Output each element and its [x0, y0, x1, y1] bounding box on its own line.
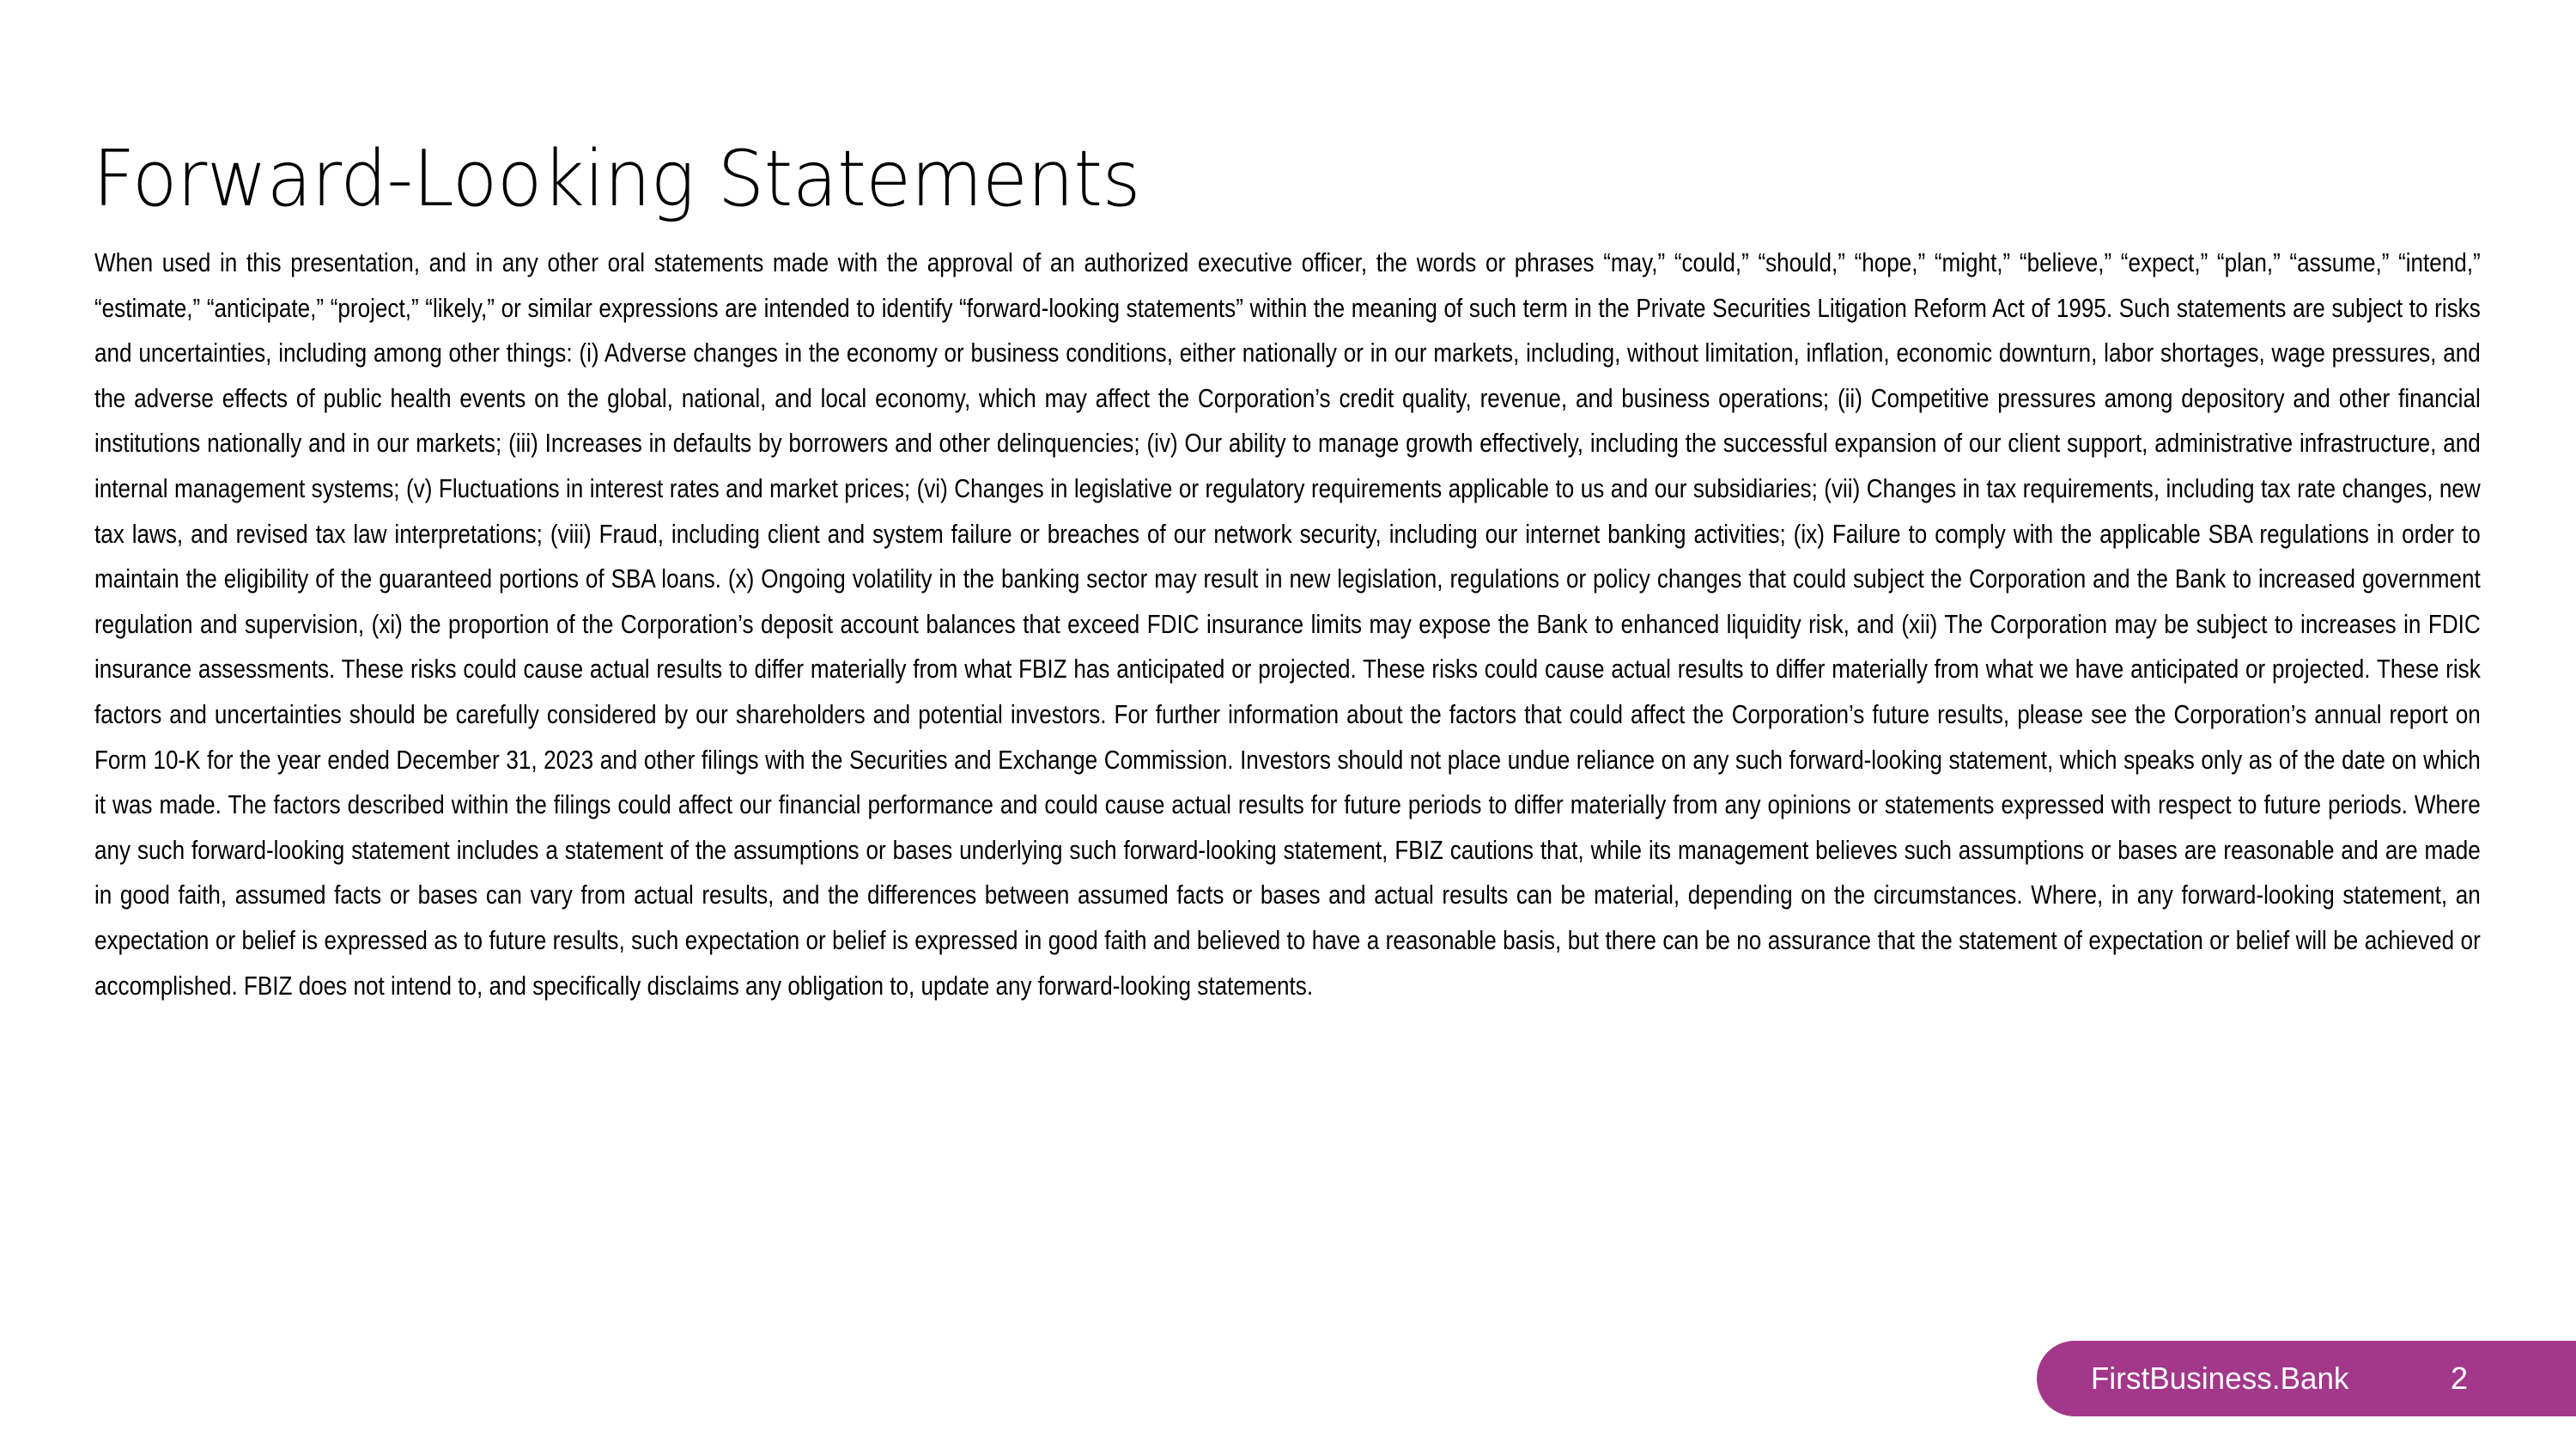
- page-number: 2: [2451, 1361, 2469, 1396]
- disclaimer-body: [94, 240, 2481, 1008]
- footer-badge: [2037, 1341, 2576, 1416]
- brand-wordmark: FirstBusiness.Bank: [2091, 1361, 2349, 1396]
- disclaimer-paragraph: When used in this presentation, and in any other oral statements made with the approval of an authorized executive officer, the words or phrases “may,” “could,” “should,” “hope,” “might,” “believe,” “expect,” “plan,” “assume,” “intend,” “estimate,” “anticipate,” “project,” “likely,” or similar expressions are intended to identify “forward-looking statements” within the meaning of such term in the Private Securities Litigation Reform Act of 1995. Such statements are subject to risks and uncertainties, including among other things: (i) Adverse changes in the economy or business conditions, either nationally or in our markets, including, without limitation, inflation, economic downturn, labor shortages, wage pressures, and the adverse effects of public health events on the global, national, and local economy, which may affect the Corporation’s credit quality, revenue, and business operations; (ii) Competitive pressures among depository and other financial institutions nationally and in our markets; (iii) Increases in defaults by borrowers and other delinquencies; (iv) Our ability to manage growth effectively, including the successful expansion of our client support, administrative infrastructure, and internal management systems; (v) Fluctuations in interest rates and market prices; (vi) Changes in legislative or regulatory requirements applicable to us and our subsidiaries; (vii) Changes in tax requirements, including tax rate changes, new tax laws, and revised tax law interpretations; (viii) Fraud, including client and system failure or breaches of our network security, including our internet banking activities; (ix) Failure to comply with the applicable SBA regulations in order to maintain the eligibility of the guaranteed portions of SBA loans. (x) Ongoing volatility in the banking sector may result in new legislation, regulations or policy changes that could subject the Corporation and the Bank to increased government regulation and supervision, (xi) the proportion of the Corporation’s deposit account balances that exceed FDIC insurance limits may expose the Bank to enhanced liquidity risk, and (xii) The Corporation may be subject to increases in FDIC insurance assessments. These risks could cause actual results to differ materially from what FBIZ has anticipated or projected. These risks could cause actual results to differ materially from what we have anticipated or projected. These risk factors and uncertainties should be carefully considered by our shareholders and potential investors. For further information about the factors that could affect the Corporation’s future results, please see the Corporation’s annual report on Form 10-K for the year ended December 31, 2023 and other filings with the Securities and Exchange Commission. Investors should not place undue reliance on any such forward-looking statement, which speaks only as of the date on which it was made. The factors described within the filings could affect our financial performance and could cause actual results for future periods to differ materially from any opinions or statements expressed with respect to future periods. Where any such forward-looking statement includes a statement of the assumptions or bases underlying such forward-looking statement, FBIZ cautions that, while its management believes such assumptions or bases are reasonable and are made in good faith, assumed facts or bases can vary from actual results, and the differences between assumed facts or bases and actual results can be material, depending on the circumstances. Where, in any forward-looking statement, an expectation or belief is expressed as to future results, such expectation or belief is expressed in good faith and believed to have a reasonable basis, but there can be no assurance that the statement of expectation or belief will be achieved or accomplished. FBIZ does not intend to, and specifically disclaims any obligation to, update any forward-looking statements.: [94, 248, 2481, 1001]
- page-title: Forward-Looking Statements: [93, 134, 1140, 225]
